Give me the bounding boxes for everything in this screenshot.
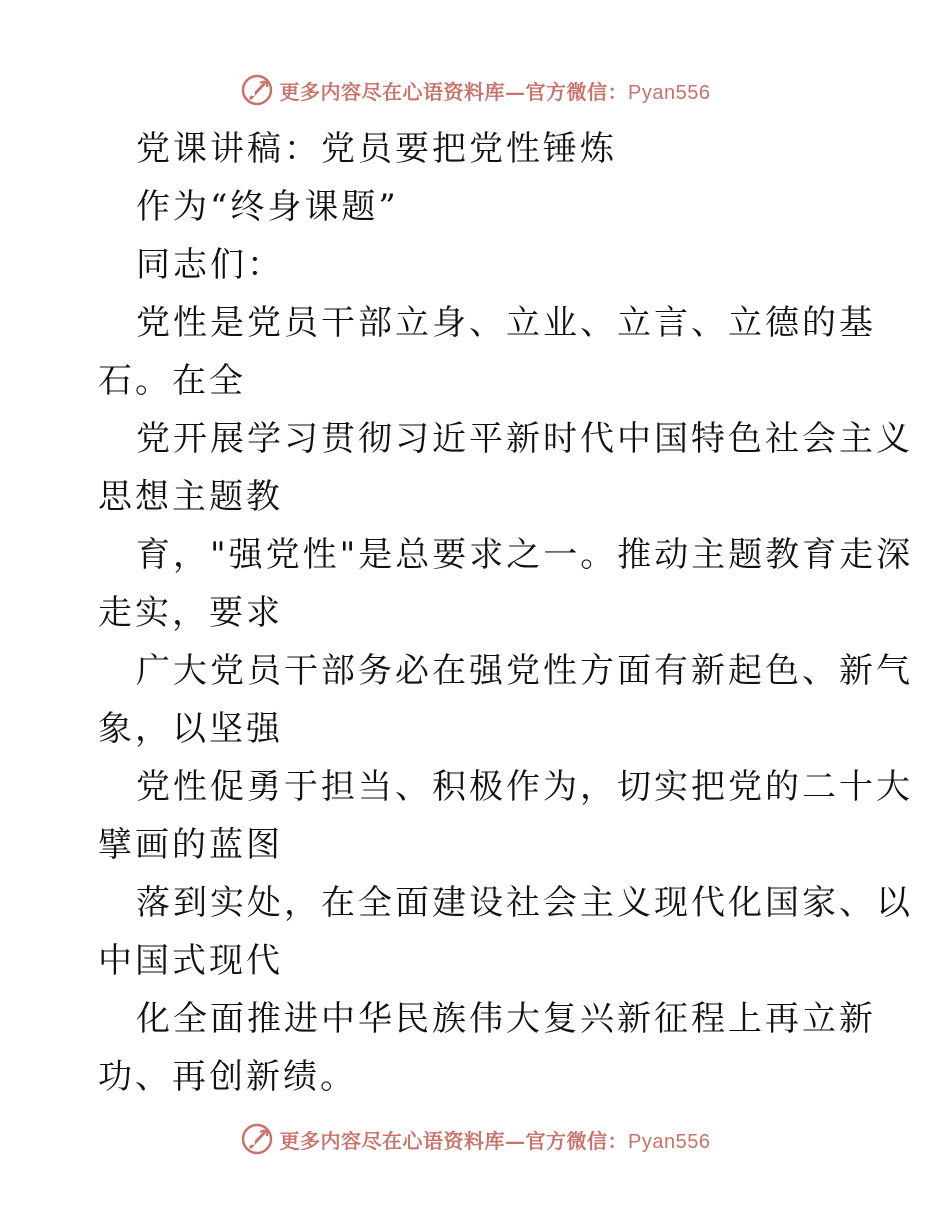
paragraph-line: 党性促勇于担当、积极作为，切实把党的二十大 — [136, 767, 913, 807]
paragraph-line: 思想主题教 — [98, 477, 283, 517]
watermark-text: 更多内容尽在心语资料库—官方微信：Pyan556 — [279, 79, 711, 104]
paragraph-line: 功、再创新绩。 — [98, 1057, 357, 1097]
paragraph-line: 落到实处，在全面建设社会主义现代化国家、以 — [136, 883, 913, 923]
paragraph-line: 化全面推进中华民族伟大复兴新征程上再立新 — [136, 999, 876, 1039]
quill-logo-icon — [240, 73, 274, 107]
paragraph-line: 擘画的蓝图 — [98, 825, 283, 865]
document-body — [98, 120, 914, 1106]
paragraph-line: 象，以坚强 — [98, 709, 283, 749]
title-line-1: 党课讲稿：党员要把党性锤炼 — [136, 129, 617, 169]
paragraph-line: 走实，要求 — [98, 593, 283, 633]
paragraph-line: 育，"强党性"是总要求之一。推动主题教育走深 — [136, 535, 914, 575]
title-line-2: 作为“终身课题” — [136, 187, 399, 227]
salutation: 同志们： — [136, 245, 284, 285]
paragraph-line: 党开展学习贯彻习近平新时代中国特色社会主义 — [136, 419, 913, 459]
quill-logo-icon — [240, 1122, 274, 1156]
header-watermark — [0, 70, 950, 110]
paragraph-line: 党性是党员干部立身、立业、立言、立德的基 — [136, 303, 876, 343]
paragraph-line: 中国式现代 — [98, 941, 283, 981]
footer-watermark — [0, 1119, 950, 1159]
paragraph-line: 石。在全 — [98, 361, 246, 401]
watermark-text: 更多内容尽在心语资料库—官方微信：Pyan556 — [279, 1128, 711, 1153]
paragraph-line: 广大党员干部务必在强党性方面有新起色、新气 — [136, 651, 913, 691]
